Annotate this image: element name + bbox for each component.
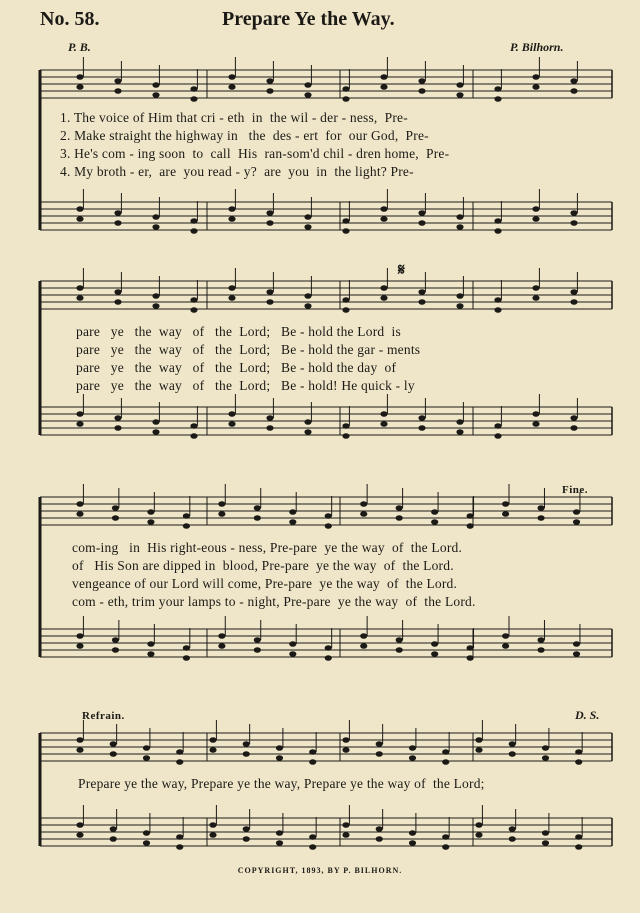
verse-1-line-b: pare ye the way of the Lord; Be - hold the Lord is — [76, 324, 401, 339]
system-2-bass-note — [418, 415, 425, 421]
system-1-treble-note — [228, 74, 235, 80]
system-2-treble-note — [456, 293, 463, 299]
system-3-bass-note — [467, 645, 474, 651]
system-4-bass-note — [76, 822, 83, 828]
system-1-treble-note — [152, 92, 159, 98]
system-3-treble-note — [147, 509, 154, 515]
system-1-bass-note — [190, 218, 197, 224]
system-4-treble-note — [143, 745, 150, 751]
system-3-treble-note — [396, 505, 403, 511]
system-3-treble-note — [289, 519, 296, 525]
system-1-treble-note — [266, 78, 273, 84]
system-3-bass-note — [76, 633, 83, 639]
system-2-treble-note — [114, 289, 121, 295]
system-4-bass-note — [176, 844, 183, 850]
system-4-treble-note — [409, 755, 416, 761]
system-1-treble-note — [418, 78, 425, 84]
system-1-bass-note — [228, 216, 235, 222]
system-1-treble-note — [152, 82, 159, 88]
system-1-bass-note — [190, 228, 197, 234]
system-4-bass-note — [376, 836, 383, 842]
system-1-treble-note — [570, 88, 577, 94]
system-3-treble-note — [431, 519, 438, 525]
system-4-treble-note — [442, 759, 449, 765]
system-4-treble-note — [376, 751, 383, 757]
system-4-treble-note — [542, 755, 549, 761]
system-2-bass-note — [114, 425, 121, 431]
system-4-bass-note — [342, 832, 349, 838]
system-3-bass-note — [218, 633, 225, 639]
system-3-treble-note — [289, 509, 296, 515]
system-1-bass-note — [76, 206, 83, 212]
system-3-bass-note — [325, 645, 332, 651]
system-4-treble-note — [176, 759, 183, 765]
system-1-treble-note — [380, 74, 387, 80]
system-1-treble-note — [494, 86, 501, 92]
system-4-treble-note — [276, 755, 283, 761]
system-4-treble-note — [276, 745, 283, 751]
refrain-marking: Refrain. — [82, 710, 125, 722]
system-3-treble-note — [112, 515, 119, 521]
system-1-treble-note — [114, 88, 121, 94]
system-3-bass-note — [431, 641, 438, 647]
system-4-bass-note — [409, 830, 416, 836]
system-2-bass-note — [266, 415, 273, 421]
system-1-treble-note — [304, 92, 311, 98]
system-3-bass-note — [76, 643, 83, 649]
system-1-treble-note — [266, 88, 273, 94]
system-2-treble-note — [380, 285, 387, 291]
system-3-bass-note — [573, 641, 580, 647]
system-4-treble-note — [143, 755, 150, 761]
hymn-number: No. 58. — [40, 8, 100, 30]
system-1-treble-note — [342, 96, 349, 102]
system-4-bass-note — [243, 836, 250, 842]
system-4-bass-note — [342, 822, 349, 828]
system-1-bass-note — [532, 216, 539, 222]
system-3-bass-note — [147, 651, 154, 657]
system-2-bass-note — [228, 411, 235, 417]
system-1-treble-note — [456, 82, 463, 88]
system-1-bass-note — [456, 214, 463, 220]
verse-1-line-a: 1. The voice of Him that cri - eth in the wil - der - ness, Pre- — [60, 110, 408, 125]
system-3-bass-note — [537, 637, 544, 643]
system-1-bass-note — [532, 206, 539, 212]
system-4-treble-note — [409, 745, 416, 751]
system-4-bass-note — [376, 826, 383, 832]
system-4-bass-note — [442, 834, 449, 840]
system-3-bass-note — [396, 647, 403, 653]
system-3-bass-note — [502, 643, 509, 649]
system-3-treble-note — [147, 519, 154, 525]
system-2-bass-note — [266, 425, 273, 431]
system-2-treble-note — [76, 295, 83, 301]
system-4-treble-note — [575, 749, 582, 755]
copyright-notice: COPYRIGHT, 1893, BY P. BILHORN. — [237, 866, 403, 875]
system-3-treble-note — [396, 515, 403, 521]
system-1-treble-note — [494, 96, 501, 102]
system-3-treble-note — [218, 511, 225, 517]
system-2-bass-note — [570, 425, 577, 431]
system-1-bass-note — [418, 220, 425, 226]
system-2-treble-note — [342, 307, 349, 313]
system-1-bass-note — [304, 224, 311, 230]
verse-3-line-c: vengeance of our Lord will come, Pre-pare ye the way of the Lord. — [72, 576, 458, 591]
system-2-treble-note — [532, 295, 539, 301]
system-2-bass-note — [494, 423, 501, 429]
system-3-bass-note — [537, 647, 544, 653]
system-4-treble-note — [509, 741, 516, 747]
system-4-treble-note — [542, 745, 549, 751]
system-4-treble-note — [376, 741, 383, 747]
system-3-bass-note — [467, 655, 474, 661]
system-2-bass-note — [418, 425, 425, 431]
system-4-bass-note — [575, 844, 582, 850]
verse-2-line-b: pare ye the way of the Lord; Be - hold the gar - ments — [76, 342, 421, 357]
verse-4-line-a: 4. My broth - er, are you read - y? are you in the light? Pre- — [60, 164, 414, 179]
system-4-treble-note — [243, 751, 250, 757]
system-2-bass-note — [190, 423, 197, 429]
system-3-treble-note — [431, 509, 438, 515]
system-4-bass-note — [76, 832, 83, 838]
system-3-treble-note — [183, 513, 190, 519]
system-1-treble-note — [190, 96, 197, 102]
system-1-treble-note — [228, 84, 235, 90]
system-1-bass-note — [114, 220, 121, 226]
system-2-bass-note — [380, 411, 387, 417]
system-1-bass-note — [266, 210, 273, 216]
system-4-treble-note — [243, 741, 250, 747]
system-3-treble-note — [360, 501, 367, 507]
system-2-treble-note — [304, 303, 311, 309]
system-3-treble-note — [360, 511, 367, 517]
system-4-bass-note — [209, 822, 216, 828]
system-2-treble-note — [494, 307, 501, 313]
system-4-treble-note — [176, 749, 183, 755]
system-4-bass-note — [309, 834, 316, 840]
refrain-line: Prepare ye the way, Prepare ye the way, Prepare ye the way of the Lord; — [78, 776, 485, 791]
system-1-treble-note — [570, 78, 577, 84]
system-2-treble-note — [114, 299, 121, 305]
system-3-bass-note — [183, 645, 190, 651]
ds-marking: D. S. — [575, 708, 600, 722]
system-2-bass-note — [494, 433, 501, 439]
system-3-bass-note — [360, 643, 367, 649]
system-2-bass-note — [152, 419, 159, 425]
system-4-treble-note — [509, 751, 516, 757]
system-4-treble-note — [309, 759, 316, 765]
system-3-bass-note — [396, 637, 403, 643]
system-2-bass-note — [380, 421, 387, 427]
system-4-bass-note — [442, 844, 449, 850]
system-4-treble-note — [475, 737, 482, 743]
system-2-treble-note — [418, 289, 425, 295]
system-2-treble-note — [494, 297, 501, 303]
system-3-treble-note — [76, 501, 83, 507]
system-3-treble-note — [537, 515, 544, 521]
system-2-treble-note — [380, 295, 387, 301]
system-1-treble-note — [304, 82, 311, 88]
system-2-treble-note — [266, 289, 273, 295]
verse-3-line-b: pare ye the way of the Lord; Be - hold the day of — [76, 360, 397, 375]
system-3-bass-note — [112, 637, 119, 643]
system-1-treble-note — [532, 84, 539, 90]
system-1-bass-note — [570, 220, 577, 226]
system-2-bass-note — [456, 419, 463, 425]
verse-2-line-c: of His Son are dipped in blood, Pre-pare ye the way of the Lord. — [72, 558, 454, 573]
verse-3-line-a: 3. He's com - ing soon to call His ran-som'd chil - dren home, Pre- — [60, 146, 450, 161]
verse-2-line-a: 2. Make straight the highway in the des - ert for our God, Pre- — [60, 128, 429, 143]
system-3-treble-note — [573, 519, 580, 525]
system-4-bass-note — [243, 826, 250, 832]
system-1-bass-note — [114, 210, 121, 216]
system-3-bass-note — [502, 633, 509, 639]
words-by: P. B. — [68, 40, 91, 54]
system-2-treble-note — [190, 307, 197, 313]
system-2-bass-note — [190, 433, 197, 439]
system-2-bass-note — [76, 421, 83, 427]
system-3-treble-note — [183, 523, 190, 529]
system-1-treble-note — [418, 88, 425, 94]
system-4-bass-note — [143, 840, 150, 846]
system-1-bass-note — [228, 206, 235, 212]
system-2-treble-note — [570, 299, 577, 305]
system-4-bass-note — [542, 830, 549, 836]
system-4-bass-note — [276, 830, 283, 836]
system-2-treble-note — [456, 303, 463, 309]
system-3-treble-note — [537, 505, 544, 511]
system-2-treble-note — [76, 285, 83, 291]
system-3-bass-note — [289, 651, 296, 657]
system-3-treble-note — [467, 513, 474, 519]
system-4-treble-note — [342, 737, 349, 743]
system-3-treble-note — [254, 505, 261, 511]
system-1-treble-note — [76, 84, 83, 90]
system-4-treble-note — [110, 751, 117, 757]
system-3-bass-note — [431, 651, 438, 657]
system-2-bass-note — [76, 411, 83, 417]
system-1-bass-note — [456, 224, 463, 230]
system-2-treble-note — [532, 285, 539, 291]
system-2-bass-note — [342, 423, 349, 429]
system-4-treble-note — [575, 759, 582, 765]
system-3-treble-note — [502, 501, 509, 507]
system-2-bass-note — [570, 415, 577, 421]
system-1-bass-note — [304, 214, 311, 220]
system-3-treble-note — [218, 501, 225, 507]
system-4-bass-note — [143, 830, 150, 836]
system-4-bass-note — [509, 826, 516, 832]
system-4-bass-note — [309, 844, 316, 850]
system-1-bass-note — [152, 224, 159, 230]
system-1-bass-note — [380, 206, 387, 212]
verse-4-line-c: com - eth, trim your lamps to - night, Pre-pare ye the way of the Lord. — [72, 594, 476, 609]
system-4-treble-note — [209, 747, 216, 753]
system-4-treble-note — [76, 737, 83, 743]
system-3-bass-note — [218, 643, 225, 649]
system-3-treble-note — [502, 511, 509, 517]
system-3-bass-note — [183, 655, 190, 661]
system-4-bass-note — [409, 840, 416, 846]
system-1-bass-note — [76, 216, 83, 222]
system-2-bass-note — [228, 421, 235, 427]
system-4-treble-note — [442, 749, 449, 755]
verse-1-line-c: com-ing in His right-eous - ness, Pre-pare ye the way of the Lord. — [72, 540, 463, 555]
system-3-bass-note — [147, 641, 154, 647]
system-1-treble-note — [76, 74, 83, 80]
system-2-bass-note — [152, 429, 159, 435]
system-3-treble-note — [325, 523, 332, 529]
system-3-bass-note — [254, 637, 261, 643]
fine-marking: Fine. — [562, 484, 589, 496]
system-1-bass-note — [266, 220, 273, 226]
system-4-bass-note — [276, 840, 283, 846]
system-3-bass-note — [254, 647, 261, 653]
system-4-bass-note — [509, 836, 516, 842]
system-3-bass-note — [112, 647, 119, 653]
system-3-bass-note — [360, 633, 367, 639]
system-2-bass-note — [456, 429, 463, 435]
system-2-treble-note — [190, 297, 197, 303]
system-4-treble-note — [110, 741, 117, 747]
system-1-bass-note — [494, 218, 501, 224]
system-4-bass-note — [575, 834, 582, 840]
system-1-bass-note — [152, 214, 159, 220]
system-1-treble-note — [532, 74, 539, 80]
system-2-treble-note — [570, 289, 577, 295]
system-4-treble-note — [209, 737, 216, 743]
system-1-bass-note — [342, 228, 349, 234]
system-1-treble-note — [190, 86, 197, 92]
system-2-treble-note — [228, 295, 235, 301]
system-3-treble-note — [112, 505, 119, 511]
verse-4-line-b: pare ye the way of the Lord; Be - hold! He quick - ly — [76, 378, 415, 393]
system-3-treble-note — [325, 513, 332, 519]
system-1-treble-note — [342, 86, 349, 92]
system-2-bass-note — [114, 415, 121, 421]
system-1-treble-note — [380, 84, 387, 90]
system-2-bass-note — [532, 411, 539, 417]
music-by: P. Bilhorn. — [510, 40, 564, 54]
system-3-bass-note — [289, 641, 296, 647]
system-1-bass-note — [380, 216, 387, 222]
system-1-bass-note — [570, 210, 577, 216]
system-1-bass-note — [342, 218, 349, 224]
system-2-bass-note — [304, 419, 311, 425]
system-2-treble-note — [266, 299, 273, 305]
segno-sign: 𝄋 — [398, 262, 405, 279]
system-4-bass-note — [176, 834, 183, 840]
system-1-treble-note — [114, 78, 121, 84]
system-4-treble-note — [76, 747, 83, 753]
system-2-bass-note — [342, 433, 349, 439]
system-4-bass-note — [542, 840, 549, 846]
system-4-treble-note — [309, 749, 316, 755]
hymn-title: Prepare Ye the Way. — [222, 8, 395, 30]
system-1-bass-note — [494, 228, 501, 234]
system-4-bass-note — [110, 836, 117, 842]
system-2-treble-note — [152, 293, 159, 299]
system-2-treble-note — [228, 285, 235, 291]
system-1-bass-note — [418, 210, 425, 216]
system-2-treble-note — [418, 299, 425, 305]
system-3-treble-note — [76, 511, 83, 517]
system-2-treble-note — [342, 297, 349, 303]
system-1-treble-note — [456, 92, 463, 98]
system-3-treble-note — [467, 523, 474, 529]
system-2-bass-note — [304, 429, 311, 435]
system-3-bass-note — [325, 655, 332, 661]
system-4-bass-note — [110, 826, 117, 832]
system-4-treble-note — [475, 747, 482, 753]
system-3-treble-note — [254, 515, 261, 521]
system-2-bass-note — [532, 421, 539, 427]
system-4-bass-note — [209, 832, 216, 838]
system-2-treble-note — [304, 293, 311, 299]
system-4-bass-note — [475, 832, 482, 838]
system-2-treble-note — [152, 303, 159, 309]
system-4-bass-note — [475, 822, 482, 828]
system-4-treble-note — [342, 747, 349, 753]
system-3-treble-note — [573, 509, 580, 515]
system-3-bass-note — [573, 651, 580, 657]
